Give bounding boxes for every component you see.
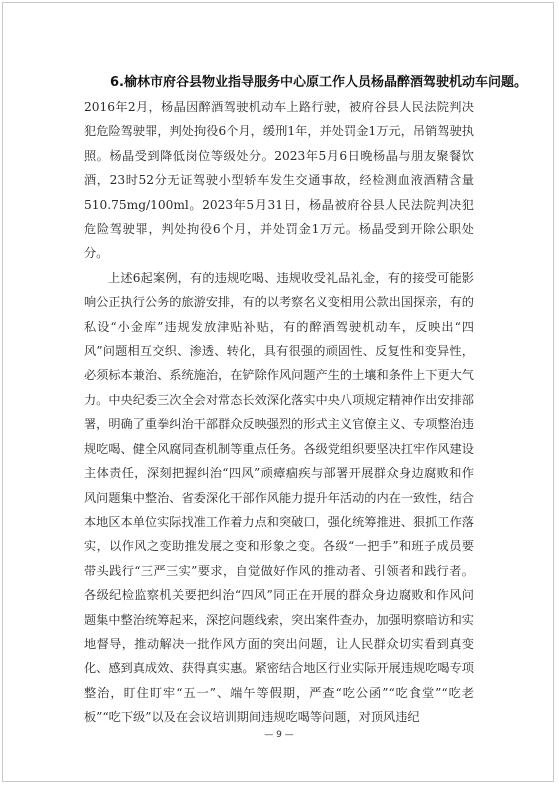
page-number: — 9 — [264, 730, 294, 740]
case-paragraph: 2016年2月，杨晶因醉酒驾驶机动车上路行驶，被府谷县人民法院判决犯危险驾驶罪，判处拘役6个月，缓刑1年，并处罚金1万元，吊销驾驶执照。杨晶受到降低岗位等级处分。2023年5月6日晚杨晶与朋友聚餐饮酒，23时52分无证驾驶小型轿车发生交通事故，经检测血液酒精含量510.75mg/100ml。2023年5月31日，杨晶被府谷县人民法院判决犯危险驾驶罪，判处拘役6个月，并处罚金1万元。杨晶受到开除公职处分。 [84, 100, 474, 261]
case-heading: 6.榆林市府谷县物业指导服务中心原工作人员杨晶醉酒驾驶机动车问题。 [110, 75, 527, 90]
summary-paragraph: 上述6起案例，有的违规吃喝、违规收受礼品礼金，有的接受可能影响公正执行公务的旅游安排，有的以考察名义变相用公款出国探亲，有的私设“小金库”违规发放津贴补贴，有的醉酒驾驶机动车，反映出“四风”问题相互交织、渗透、转化，具有很强的顽固性、反复性和变异性，必须标本兼治、系统施治，在铲除作风问题产生的土壤和条件上下更大气力。中央纪委三次全会对常态长效深化落实中央八项规定精神作出安排部署，明确了重拳纠治干部群众反映强烈的形式主义官僚主义、专项整治违规吃喝、健全风腐同查机制等重点任务。各级党组织要坚决扛牢作风建设主体责任，深刻把握纠治“四风”顽瘴痼疾与部署开展群众身边腐败和作风问题集中整治、省委深化干部作风能力提升年活动的内在一致性，结合本地区本单位实际找准工作着力点和突破口，强化统筹推进、狠抓工作落实，以作风之变助推发展之变和形象之变。各级“一把手”和班子成员要带头践行“三严三实”要求，自觉做好作风的推动者、引领者和践行者。各级纪检监察机关要把纠治“四风”同正在开展的群众身边腐败和作风问题集中整治统筹起来，深挖问题线索，突出案件查办，加强明察暗访和实地督导，推动解决一批作风方面的突出问题，让人民群众切实看到真变化、感到真成效、获得真实惠。紧密结合地区行业实际开展违规吃喝专项整治，盯住盯牢“五一”、端午等假期，严查“吃公函”“吃食堂”“吃老板”“吃下级”以及在会议培训期间违规吃喝等问题，对顶风违纪 [84, 270, 474, 725]
document-body [84, 52, 527, 730]
